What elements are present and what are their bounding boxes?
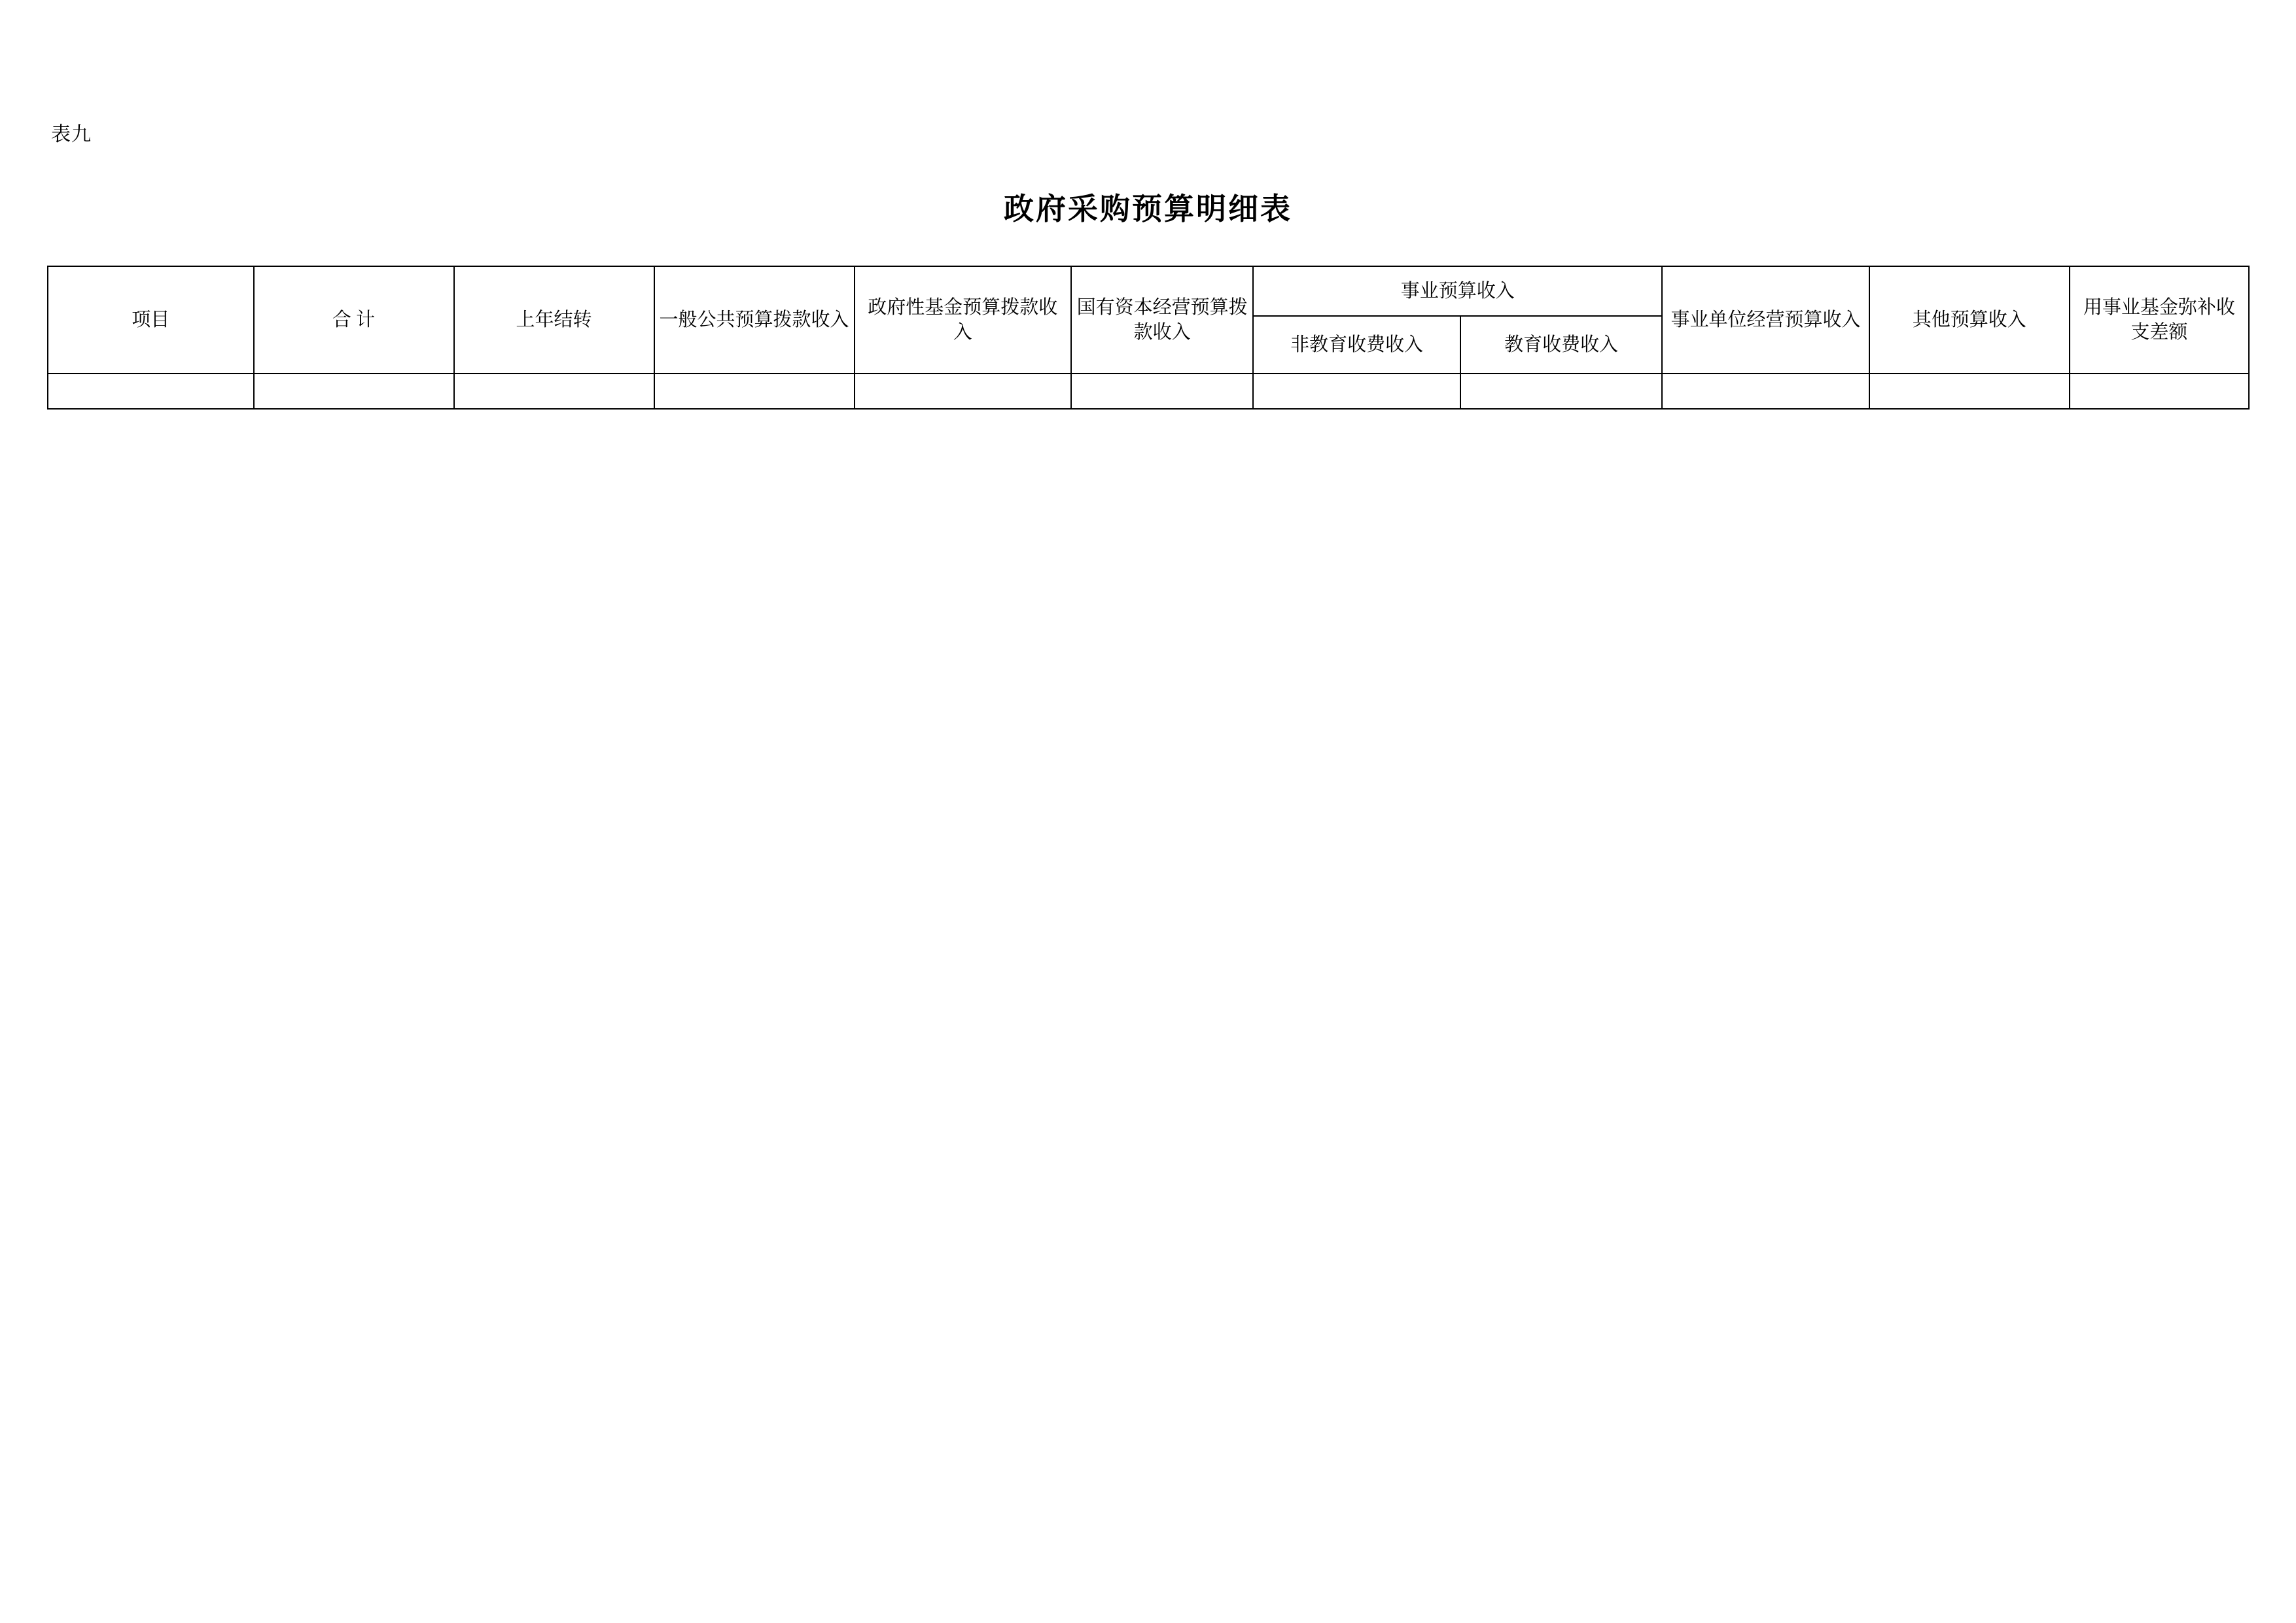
table-header-row-primary xyxy=(48,266,2249,316)
page-title: 政府采购预算明细表 xyxy=(1004,192,1292,226)
header-state-capital-budget: 国有资本经营预算拨款收入 xyxy=(1071,266,1253,374)
header-institution-budget-income: 事业预算收入 xyxy=(1253,266,1662,316)
cell-fund-offset-balance xyxy=(2070,374,2249,409)
government-procurement-budget-table xyxy=(47,266,2250,410)
header-gov-fund-budget: 政府性基金预算拨款收入 xyxy=(855,266,1072,374)
cell-general-public-budget xyxy=(654,374,855,409)
header-general-public-budget: 一般公共预算拨款收入 xyxy=(654,266,855,374)
header-other-budget-income: 其他预算收入 xyxy=(1869,266,2070,374)
cell-institution-operating-budget xyxy=(1662,374,1869,409)
cell-education-fee-income xyxy=(1460,374,1662,409)
cell-item xyxy=(48,374,254,409)
cell-carryover xyxy=(454,374,654,409)
cell-total xyxy=(254,374,454,409)
budget-table-container xyxy=(47,266,2250,410)
header-item: 项目 xyxy=(48,266,254,374)
header-non-education-fee-income: 非教育收费收入 xyxy=(1253,316,1460,374)
table-body xyxy=(48,374,2249,409)
header-institution-operating-budget: 事业单位经营预算收入 xyxy=(1662,266,1869,374)
cell-other-budget-income xyxy=(1869,374,2070,409)
cell-state-capital-budget xyxy=(1071,374,1253,409)
header-education-fee-income: 教育收费收入 xyxy=(1460,316,1662,374)
cell-gov-fund-budget xyxy=(855,374,1072,409)
header-total: 合 计 xyxy=(254,266,454,374)
sheet-label: 表九 xyxy=(51,124,92,145)
table-row xyxy=(48,374,2249,409)
header-carryover: 上年结转 xyxy=(454,266,654,374)
cell-non-education-fee-income xyxy=(1253,374,1460,409)
header-fund-offset-balance: 用事业基金弥补收支差额 xyxy=(2070,266,2249,374)
